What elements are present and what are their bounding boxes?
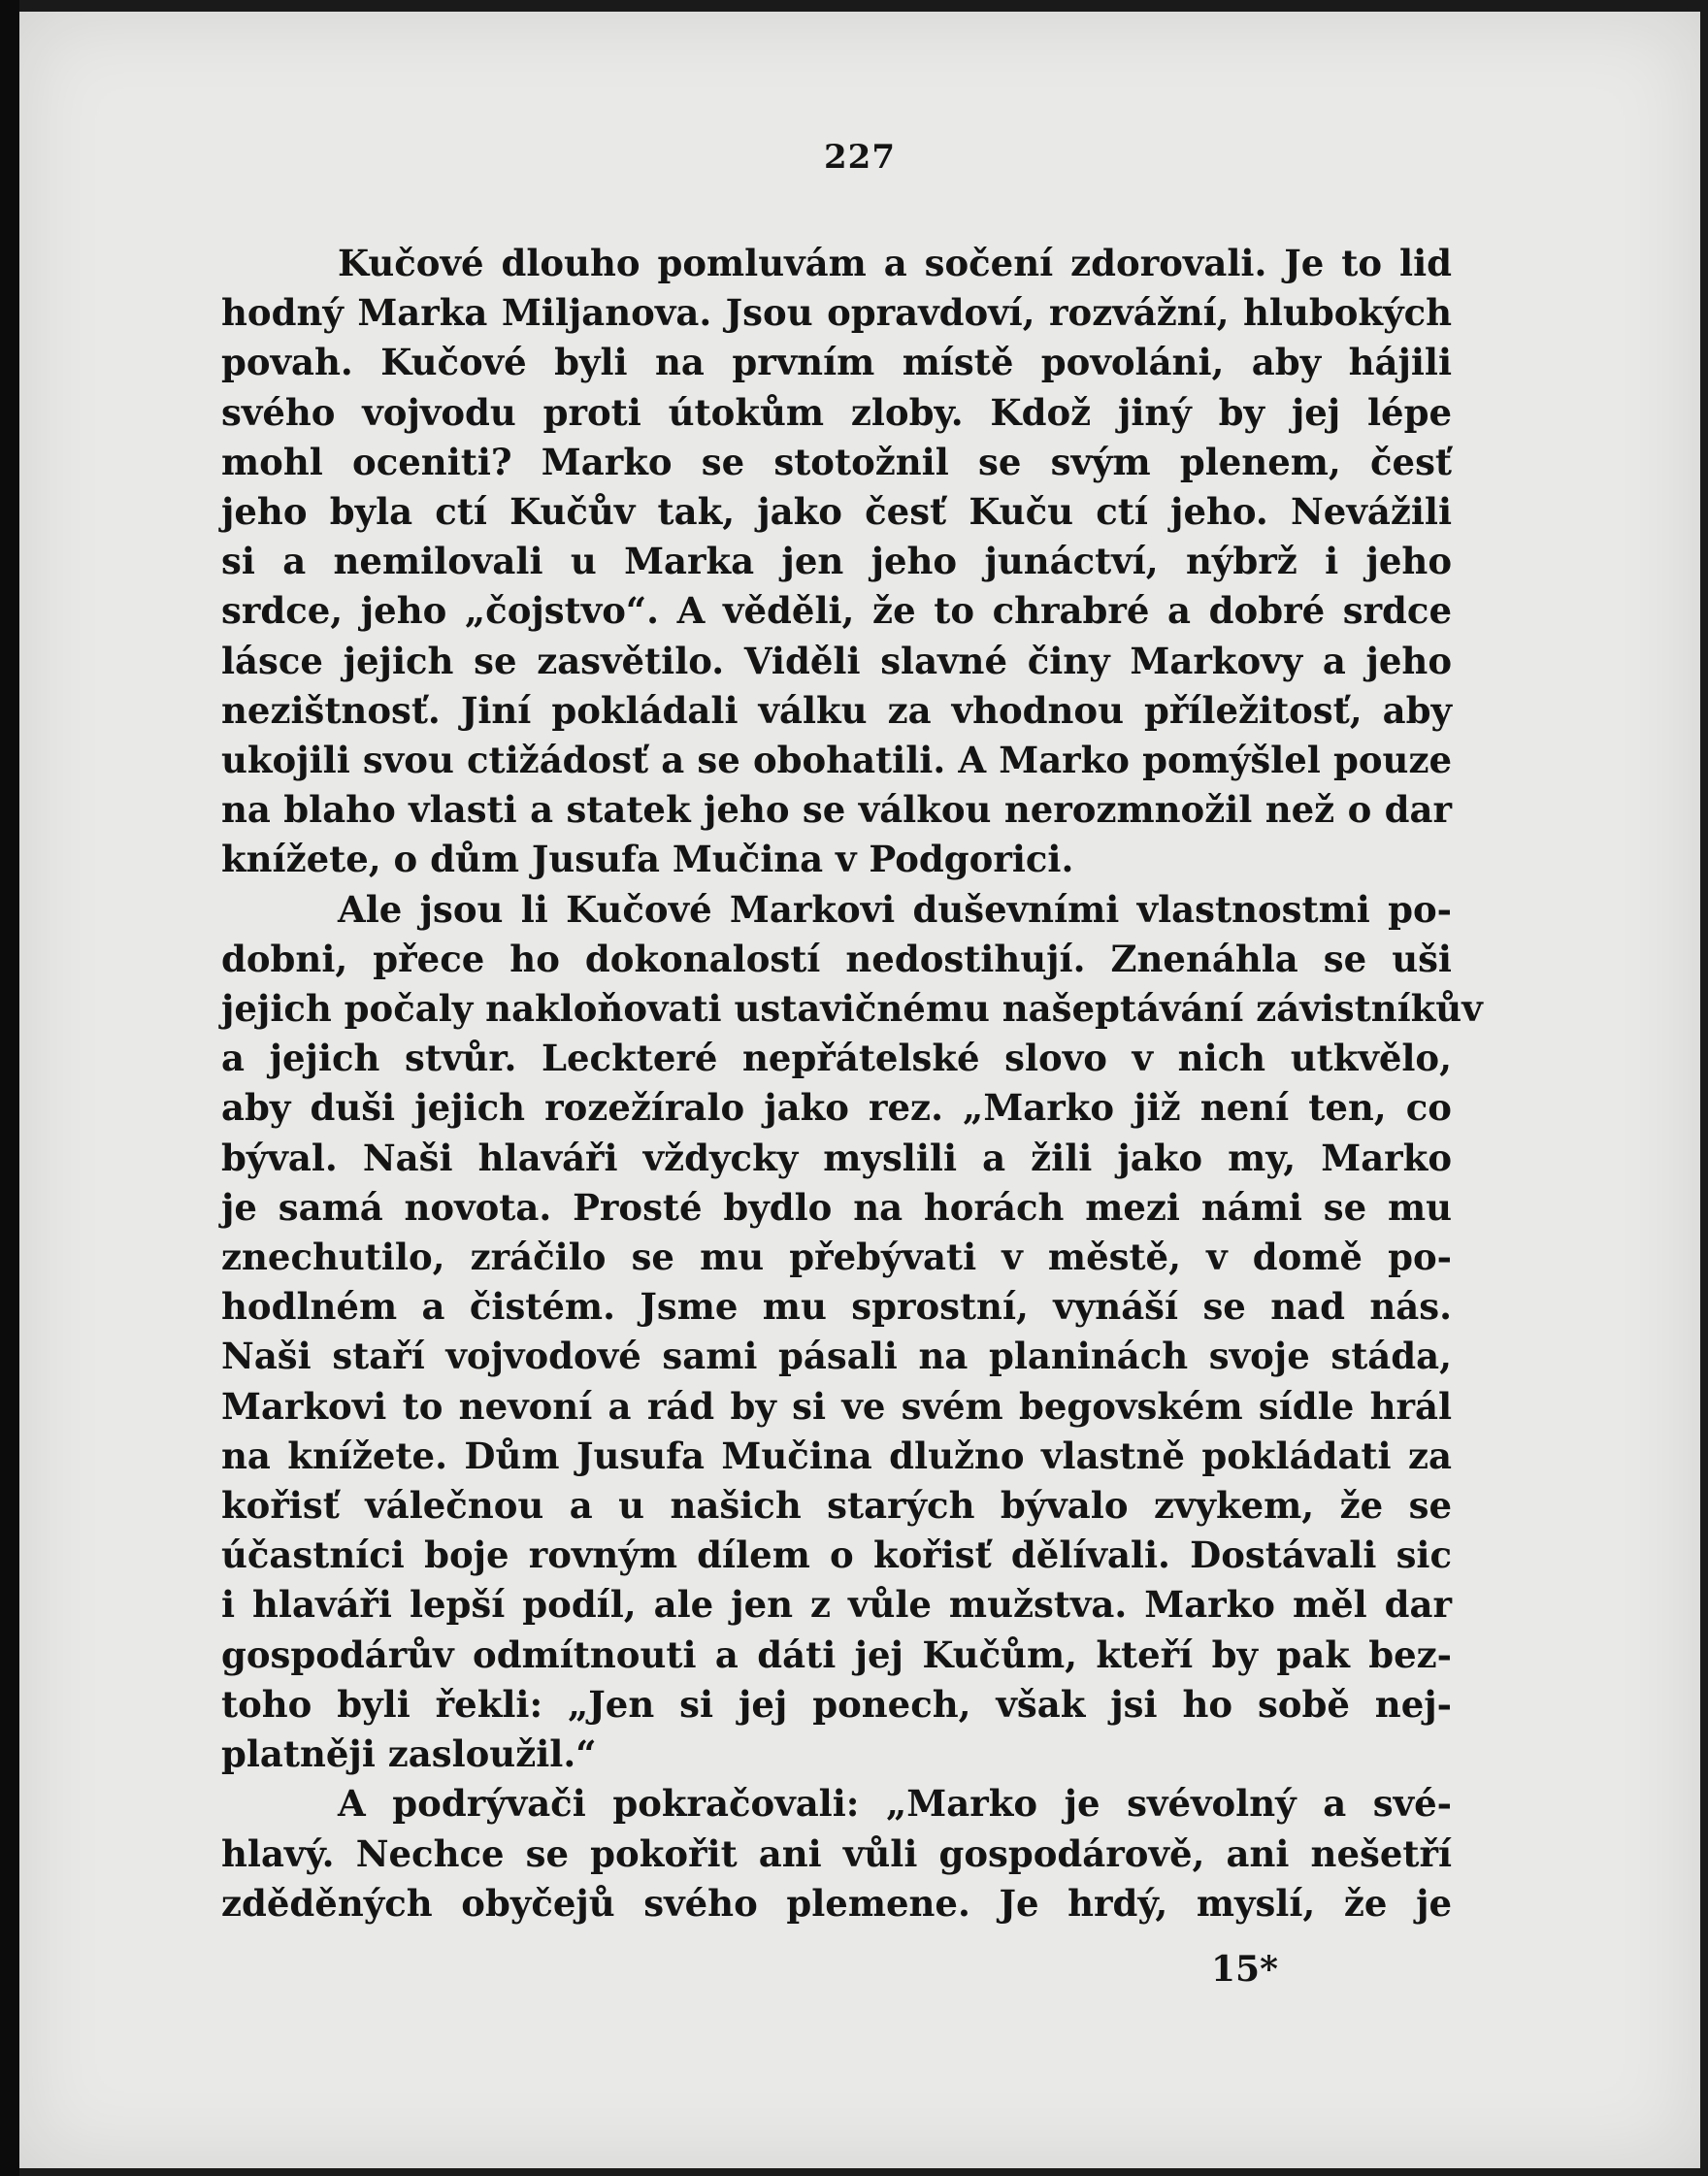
text-line: dobni, přece ho dokonalostí nedostihují. Znenáhla se uši [221, 937, 1452, 980]
text-line: je samá novota. Prosté bydlo na horách mezi námi se mu [221, 1185, 1452, 1229]
text-line: znechutilo, zráčilo se mu přebývati v městě, v domě po- [221, 1236, 1452, 1279]
text-line: lásce jejich se zasvětilo. Viděli slavné činy Markovy a jeho [221, 639, 1452, 682]
text-line: zděděných obyčejů svého plemene. Je hrdý, myslí, že je [221, 1881, 1452, 1925]
text-line: nezištnosť. Jiní pokládali válku za vhodnou příležitosť, aby [221, 688, 1452, 732]
text-line: a jejich stvůr. Leckteré nepřátelské slovo v nich utkvělo, [221, 1037, 1452, 1080]
text-line: Naši staří vojvodové sami pásali na planinách svoje stáda, [221, 1335, 1452, 1378]
text-line: mohl oceniti? Marko se stotožnil se svým plenem, česť [221, 440, 1452, 483]
text-line: si a nemilovali u Marka jen jeho junáctví, nýbrž i jeho [221, 540, 1452, 583]
text-line: i hlaváři lepší podíl, ale jen z vůle mužstva. Marko měl dar [221, 1583, 1452, 1627]
text-line: na blaho vlasti a statek jeho se válkou nerozmnožil než o dar [221, 788, 1452, 832]
signature-mark: 15* [1211, 1949, 1278, 1990]
text-line: jejich počaly nakloňovati ustavičnému našeptávání závistníkův [221, 987, 1483, 1031]
text-line: ukojili svou ctižádosť a se obohatili. A Marko pomýšlel pouze [221, 739, 1452, 782]
text-line: Markovi to nevoní a rád by si ve svém begovském sídle hrál [221, 1384, 1452, 1428]
text-line: hodný Marka Miljanova. Jsou opravdoví, rozvážní, hlubokých [221, 291, 1452, 335]
text-line: účastníci boje rovným dílem o kořisť dělívali. Dostávali sic [221, 1533, 1452, 1577]
text-line: Ale jsou li Kučové Markovi duševními vlastnostmi po- [338, 887, 1452, 931]
book-page [19, 12, 1700, 2168]
text-line: knížete, o dům Jusufa Mučina v Podgorici. [221, 838, 1074, 881]
text-line: A podrývači pokračovali: „Marko je svévolný a své- [338, 1782, 1452, 1826]
text-line: hodlném a čistém. Jsme mu sprostní, vynáší se nad nás. [221, 1285, 1452, 1329]
text-line: na knížete. Dům Jusufa Mučina dlužno vlastně pokládati za [221, 1434, 1452, 1477]
text-line: hlavý. Nechce se pokořit ani vůli gospodárově, ani nešetří [221, 1831, 1452, 1875]
text-line: platněji zasloužil.“ [221, 1732, 597, 1776]
text-line: Kučové dlouho pomluvám a sočení zdorovali. Je to lid [338, 242, 1452, 284]
body-text [221, 239, 1483, 1929]
text-line: jeho byla ctí Kučův tak, jako česť Kuču ctí jeho. Nevážili [221, 490, 1452, 534]
text-line: toho byli řekli: „Jen si jej ponech, však jsi ho sobě nej- [221, 1682, 1452, 1726]
text-line: aby duši jejich rozežíralo jako rez. „Marko již není ten, co [221, 1086, 1452, 1130]
text-line: býval. Naši hlaváři vždycky myslili a žili jako my, Marko [221, 1136, 1452, 1179]
page-number: 227 [824, 138, 896, 177]
text-line: srdce, jeho „čojstvo“. A věděli, že to chrabré a dobré srdce [221, 589, 1452, 633]
text-line: svého vojvodu proti útokům zloby. Kdož jiný by jej lépe [221, 390, 1452, 434]
text-line: kořisť válečnou a u našich starých bývalo zvykem, že se [221, 1484, 1452, 1528]
text-line: povah. Kučové byli na prvním místě povoláni, aby hájili [221, 341, 1452, 384]
text-line: gospodárův odmítnouti a dáti jej Kučům, kteří by pak bez- [221, 1632, 1452, 1676]
left-scan-border [0, 0, 19, 2176]
